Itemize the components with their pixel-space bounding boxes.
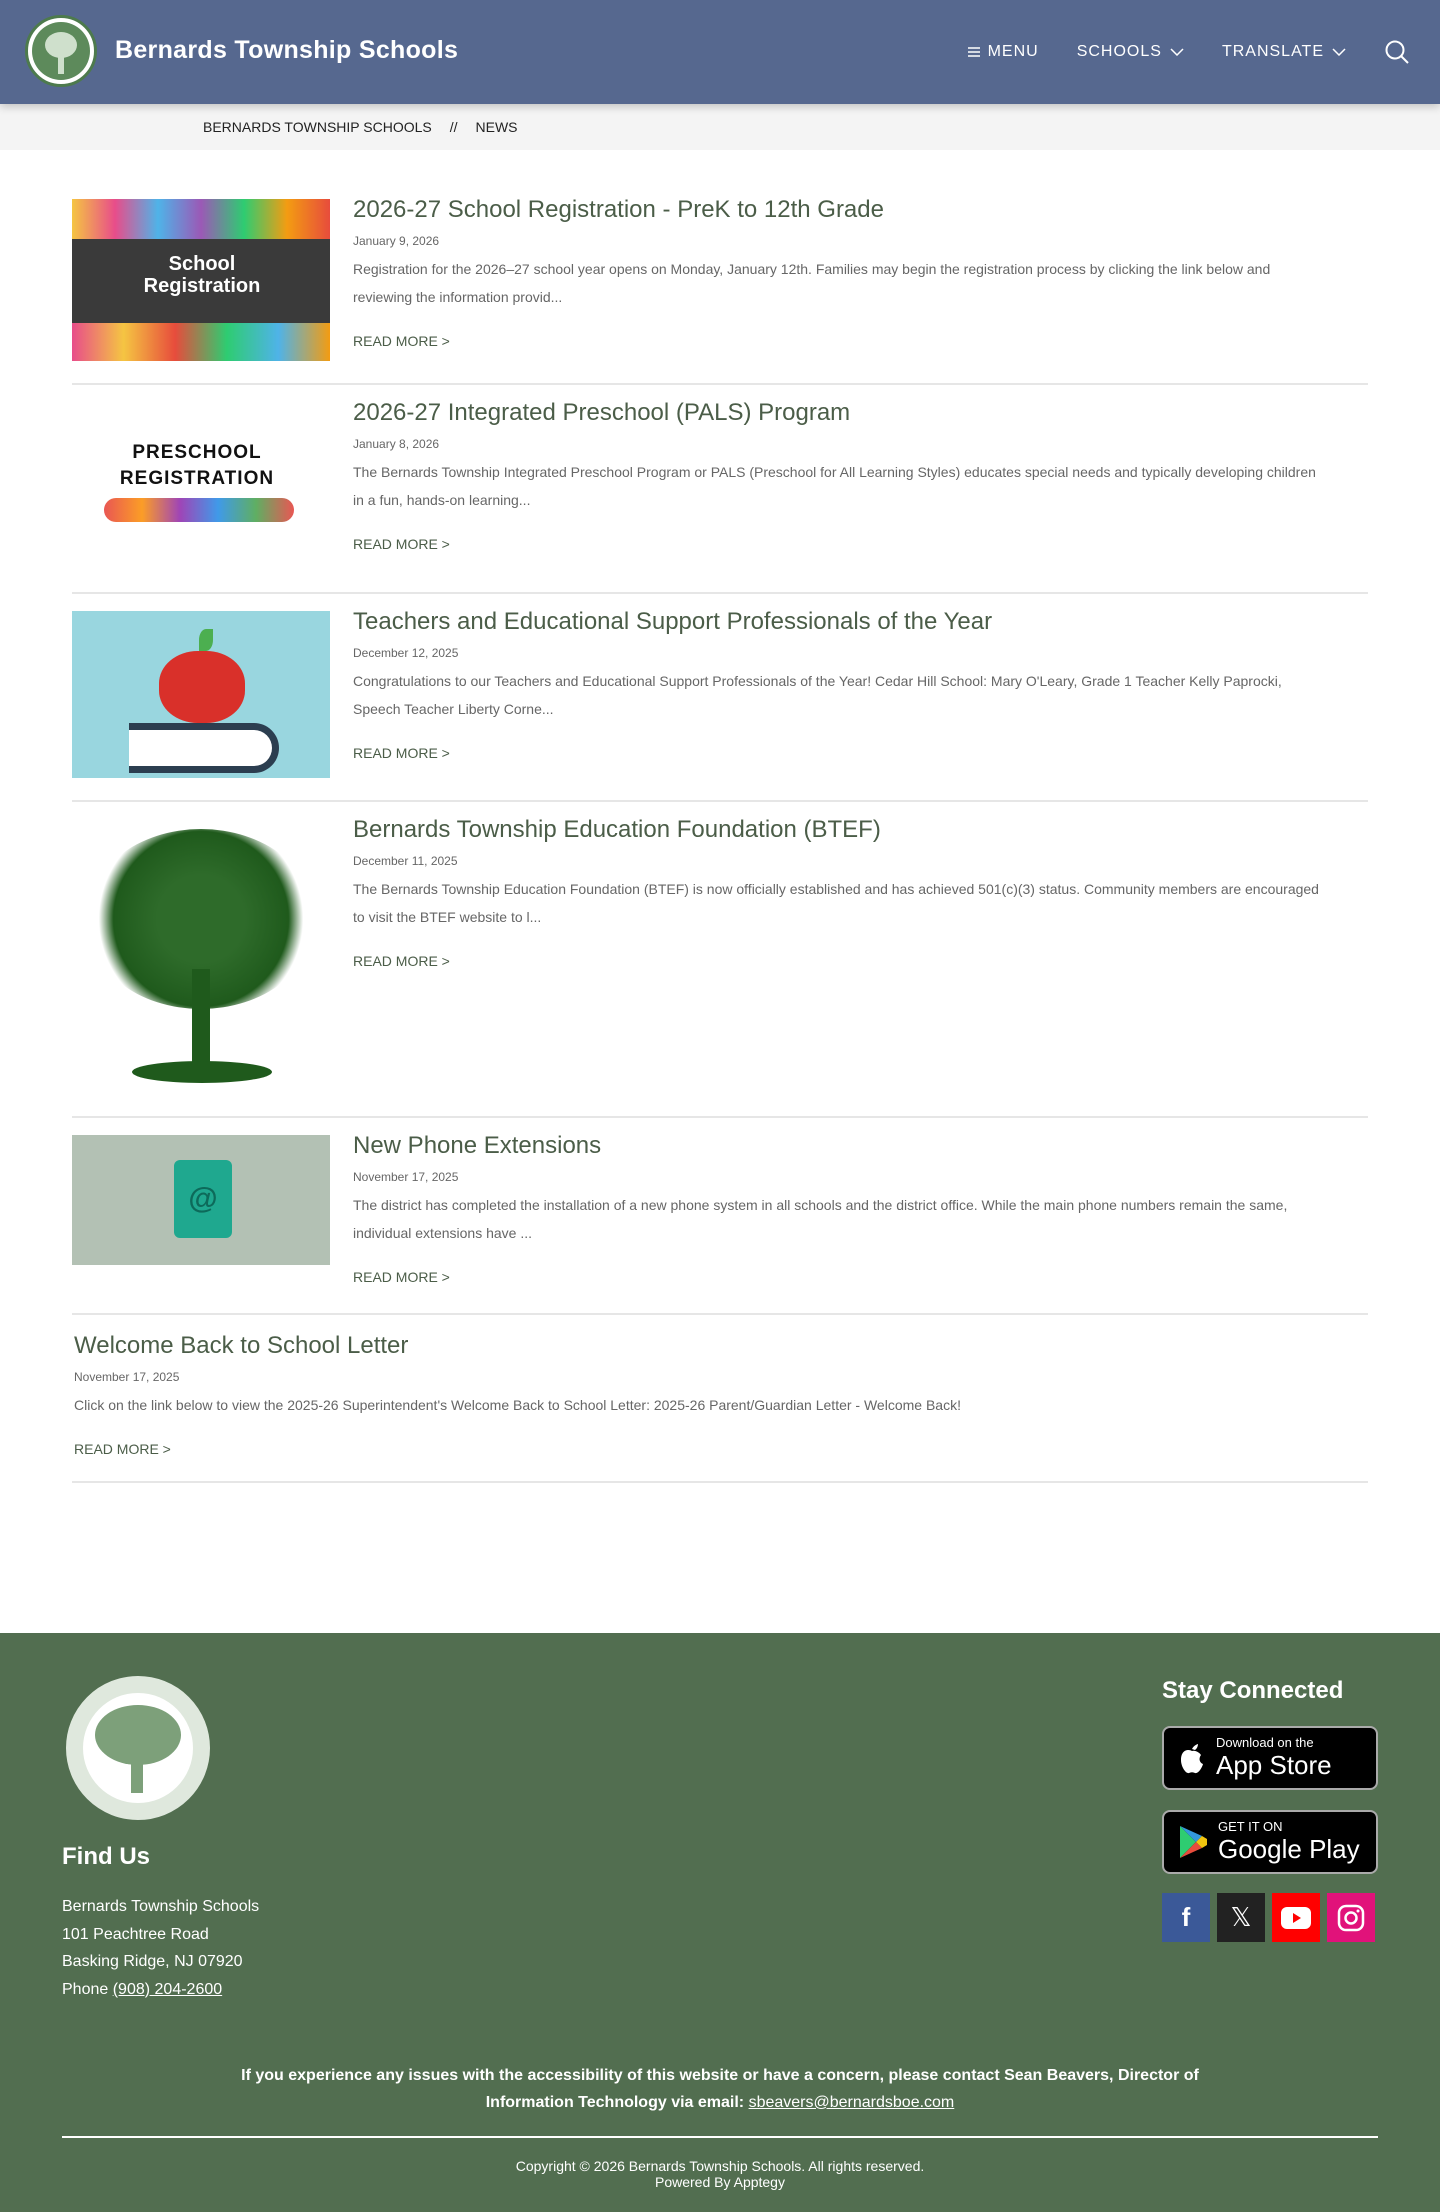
article-title[interactable]: 2026-27 School Registration - PreK to 12th Grade <box>353 196 884 223</box>
address-line: 101 Peachtree Road <box>62 1925 209 1943</box>
site-title[interactable]: Bernards Township Schools <box>115 36 459 64</box>
read-more-link[interactable]: READ MORE > <box>353 1269 450 1285</box>
menu-button[interactable] <box>968 43 1039 61</box>
apple-icon <box>1178 1741 1206 1775</box>
address-line: Bernards Township Schools <box>62 1898 260 1915</box>
copyright-text: Copyright © 2026 Bernards Township Schools. All rights reserved. <box>515 2158 925 2174</box>
preschool-image[interactable] <box>72 402 330 570</box>
find-us-heading: Find Us <box>62 1843 150 1870</box>
article-summary: Congratulations to our Teachers and Educational Support Professionals of the Year! Cedar Hill School: Mary O'Leary, Grade 1 Teacher Kelly Paprocki, Speech Teacher Liberty Corne... <box>353 673 1282 717</box>
registration-image[interactable] <box>72 199 330 361</box>
read-more-link[interactable]: READ MORE > <box>74 1441 171 1457</box>
copyright <box>0 2158 1440 2190</box>
read-more-link[interactable]: READ MORE > <box>353 745 450 761</box>
article-date: December 12, 2025 <box>353 646 459 660</box>
news-item <box>72 385 1368 594</box>
social-links <box>1162 1893 1375 1942</box>
article-summary: Click on the link below to view the 2025-26 Superintendent's Welcome Back to School Letter: 2025-26 Parent/Guardian Letter - Welcome Back! <box>74 1397 961 1413</box>
site-header <box>0 0 1440 104</box>
article-date: December 11, 2025 <box>353 854 458 868</box>
main-nav <box>968 0 1440 104</box>
phone-link[interactable]: (908) 204-2600 <box>112 1980 223 1998</box>
district-seal-logo <box>66 1676 210 1820</box>
breadcrumb-separator: // <box>449 119 458 135</box>
address-book-image[interactable] <box>72 1135 330 1265</box>
powered-by[interactable]: Powered By Apptegy <box>655 2174 785 2190</box>
app-store-button[interactable] <box>1162 1726 1378 1790</box>
image-caption: PRESCHOOL REGISTRATION <box>119 442 275 489</box>
article-summary: The Bernards Township Integrated Preschool Program or PALS (Preschool for All Learning Styles) educates special needs and typically developing children in a fun, hands-on learning... <box>353 464 1316 508</box>
translate-label: TRANSLATE <box>1221 43 1324 60</box>
article-title[interactable]: Welcome Back to School Letter <box>74 1332 409 1359</box>
breadcrumb-home[interactable]: BERNARDS TOWNSHIP SCHOOLS <box>203 119 432 135</box>
read-more-link[interactable]: READ MORE > <box>353 953 450 969</box>
read-more-link[interactable]: READ MORE > <box>353 536 450 552</box>
address-block <box>62 1893 259 2003</box>
breadcrumb <box>0 104 1440 150</box>
stay-connected-heading: Stay Connected <box>1162 1677 1344 1704</box>
article-title[interactable]: Teachers and Educational Support Professionals of the Year <box>353 608 993 635</box>
article-summary: Registration for the 2026–27 school year opens on Monday, January 12th. Families may begin the registration process by clicking the link below and reviewing the information provid... <box>353 261 1271 305</box>
phone-label: Phone <box>62 1980 109 1998</box>
address-book-icon: @ <box>174 1160 232 1238</box>
apple-books-image[interactable] <box>72 611 330 778</box>
site-footer <box>0 1633 1440 2212</box>
google-play-line1: GET IT ON <box>1218 1819 1283 1834</box>
tree-image[interactable] <box>72 819 330 1094</box>
news-item <box>72 1315 1368 1483</box>
google-play-icon <box>1178 1825 1208 1859</box>
article-date: January 9, 2026 <box>353 234 440 248</box>
schools-label: SCHOOLS <box>1076 43 1162 60</box>
chevron-down-icon <box>1332 48 1346 56</box>
news-item <box>72 802 1368 1118</box>
schools-dropdown[interactable] <box>1077 43 1184 61</box>
read-more-link[interactable]: READ MORE > <box>353 333 450 349</box>
app-store-line2: App Store <box>1216 1750 1332 1780</box>
accessibility-text: If you experience any issues with the accessibility of this website or have a concern, please contact Sean Beavers, Director of Information Technology via email: <box>241 2067 1199 2111</box>
accessibility-notice <box>0 2062 1440 2116</box>
image-caption: School Registration <box>143 253 261 297</box>
menu-label: MENU <box>987 43 1039 60</box>
x-twitter-icon[interactable]: 𝕏 <box>1217 1893 1265 1942</box>
google-play-button[interactable] <box>1162 1810 1378 1874</box>
hamburger-icon <box>968 47 980 57</box>
news-item <box>72 182 1368 385</box>
news-list <box>72 182 1368 1483</box>
article-title[interactable]: New Phone Extensions <box>353 1132 602 1159</box>
app-store-line1: Download on the <box>1216 1735 1314 1750</box>
breadcrumb-current: NEWS <box>475 119 518 135</box>
article-date: November 17, 2025 <box>74 1370 180 1384</box>
footer-divider <box>62 2136 1378 2138</box>
article-summary: The Bernards Township Education Foundation (BTEF) is now officially established and has achieved 501(c)(3) status. Community members are encouraged to visit the BTEF website to l... <box>353 881 1319 925</box>
instagram-icon[interactable] <box>1327 1893 1375 1942</box>
article-title[interactable]: Bernards Township Education Foundation (BTEF) <box>353 816 881 843</box>
handprints-graphic <box>104 498 294 522</box>
article-date: January 8, 2026 <box>353 437 440 451</box>
search-icon[interactable] <box>1384 39 1410 65</box>
address-line: Basking Ridge, NJ 07920 <box>62 1953 243 1970</box>
article-date: November 17, 2025 <box>353 1170 459 1184</box>
article-summary: The district has completed the installation of a new phone system in all schools and the district office. While the main phone numbers remain the same, individual extensions have ... <box>353 1197 1288 1241</box>
youtube-icon[interactable] <box>1272 1893 1320 1942</box>
article-title[interactable]: 2026-27 Integrated Preschool (PALS) Program <box>353 399 851 426</box>
news-item <box>72 1118 1368 1315</box>
news-item <box>72 594 1368 802</box>
facebook-icon[interactable]: f <box>1162 1893 1210 1942</box>
google-play-line2: Google Play <box>1218 1834 1360 1864</box>
email-link[interactable]: sbeavers@bernardsboe.com <box>748 2094 955 2111</box>
district-seal-logo[interactable] <box>25 15 97 87</box>
translate-dropdown[interactable] <box>1222 43 1346 61</box>
chevron-down-icon <box>1170 48 1184 56</box>
